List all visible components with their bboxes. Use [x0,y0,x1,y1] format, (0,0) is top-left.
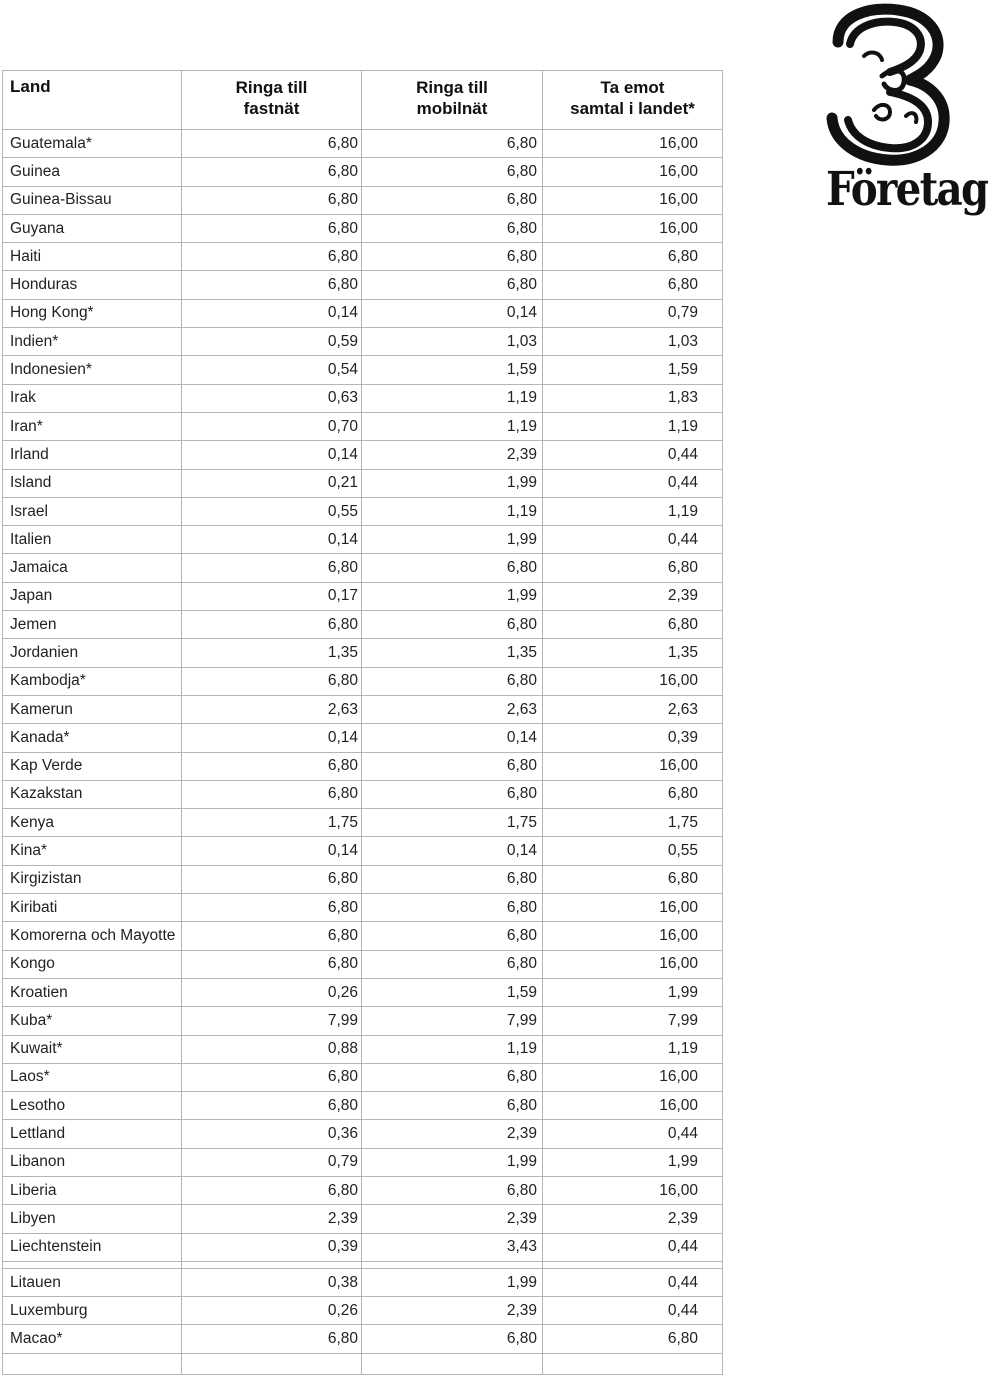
cell-mobilnat: 6,80 [362,922,543,950]
cell-mobilnat: 6,80 [362,243,543,271]
cell-land: Kina* [3,837,182,865]
cell-mobilnat: 1,03 [362,328,543,356]
cell-fastnat: 0,39 [182,1233,362,1261]
table-row [3,639,723,667]
cell-fastnat: 0,14 [182,441,362,469]
cell-ta_emot: 2,39 [543,1205,723,1233]
cell-land: Guinea-Bissau [3,186,182,214]
cell-land: Libanon [3,1148,182,1176]
cell-mobilnat: 1,99 [362,1268,543,1296]
cell-land: Hong Kong* [3,299,182,327]
cell-mobilnat: 6,80 [362,271,543,299]
cell-fastnat: 0,79 [182,1148,362,1176]
cell-mobilnat: 6,80 [362,780,543,808]
cell-ta_emot: 0,44 [543,469,723,497]
table-row [3,186,723,214]
cell-fastnat: 0,70 [182,412,362,440]
cell-mobilnat: 2,39 [362,1297,543,1325]
cell-land: Irak [3,384,182,412]
table-row [3,695,723,723]
cell-ta_emot: 16,00 [543,894,723,922]
cell-ta_emot: 0,44 [543,526,723,554]
cell-land: Kanada* [3,724,182,752]
cell-fastnat: 0,88 [182,1035,362,1063]
header-ta-emot-samtal [543,71,723,130]
cell-fastnat: 6,80 [182,214,362,242]
cell-ta_emot: 1,75 [543,809,723,837]
filler-cell [3,1353,182,1374]
header-land: Land [3,71,182,130]
cell-mobilnat: 1,99 [362,1148,543,1176]
cell-fastnat: 6,80 [182,894,362,922]
cell-land: Haiti [3,243,182,271]
cell-ta_emot: 16,00 [543,922,723,950]
cell-mobilnat: 1,75 [362,809,543,837]
cell-mobilnat: 6,80 [362,752,543,780]
cell-ta_emot: 1,35 [543,639,723,667]
cell-mobilnat: 6,80 [362,1176,543,1204]
cell-fastnat: 0,38 [182,1268,362,1296]
cell-mobilnat: 6,80 [362,214,543,242]
cell-land: Honduras [3,271,182,299]
table-row [3,412,723,440]
cell-land: Kuba* [3,1007,182,1035]
cell-land: Laos* [3,1063,182,1091]
filler-cell [543,1353,723,1374]
cell-mobilnat: 2,39 [362,1120,543,1148]
table-row [3,526,723,554]
table-row [3,271,723,299]
cell-ta_emot: 6,80 [543,780,723,808]
cell-ta_emot: 16,00 [543,158,723,186]
cell-ta_emot: 6,80 [543,554,723,582]
cell-mobilnat: 6,80 [362,894,543,922]
cell-mobilnat: 1,99 [362,469,543,497]
cell-fastnat: 6,80 [182,1063,362,1091]
cell-fastnat: 0,36 [182,1120,362,1148]
table-row [3,922,723,950]
spacer-cell [182,1261,362,1268]
cell-ta_emot: 0,44 [543,1120,723,1148]
cell-mobilnat: 1,99 [362,582,543,610]
table-row [3,1063,723,1091]
cell-mobilnat: 1,59 [362,356,543,384]
table-row [3,894,723,922]
cell-ta_emot: 1,19 [543,412,723,440]
cell-fastnat: 0,63 [182,384,362,412]
cell-mobilnat: 1,19 [362,412,543,440]
cell-land: Liechtenstein [3,1233,182,1261]
header-ringa-till-fastnat [182,71,362,130]
table-row [3,1297,723,1325]
cell-ta_emot: 2,39 [543,582,723,610]
cell-ta_emot: 0,44 [543,1297,723,1325]
cell-mobilnat: 6,80 [362,186,543,214]
cell-ta_emot: 16,00 [543,1176,723,1204]
cell-land: Jamaica [3,554,182,582]
table-row [3,554,723,582]
cell-land: Kroatien [3,978,182,1006]
cell-fastnat: 0,21 [182,469,362,497]
cell-mobilnat: 0,14 [362,837,543,865]
three-logo [820,4,988,224]
cell-mobilnat: 6,80 [362,1092,543,1120]
cell-fastnat: 6,80 [182,158,362,186]
table-row [3,158,723,186]
cell-fastnat: 0,26 [182,1297,362,1325]
cell-land: Komorerna och Mayotte [3,922,182,950]
cell-land: Kuwait* [3,1035,182,1063]
table-row [3,667,723,695]
filler-cell [182,1353,362,1374]
cell-mobilnat: 6,80 [362,667,543,695]
cell-ta_emot: 0,39 [543,724,723,752]
cell-mobilnat: 6,80 [362,1063,543,1091]
cell-ta_emot: 0,44 [543,1268,723,1296]
cell-mobilnat: 2,39 [362,1205,543,1233]
spacer-cell [3,1261,182,1268]
cell-fastnat: 6,80 [182,611,362,639]
table-row [3,299,723,327]
cell-ta_emot: 1,99 [543,1148,723,1176]
cell-ta_emot: 16,00 [543,950,723,978]
table-row [3,582,723,610]
cell-ta_emot: 6,80 [543,271,723,299]
table-row [3,724,723,752]
cell-fastnat: 6,80 [182,186,362,214]
cell-fastnat: 6,80 [182,950,362,978]
cell-ta_emot: 1,19 [543,1035,723,1063]
cell-land: Luxemburg [3,1297,182,1325]
cell-fastnat: 0,55 [182,497,362,525]
cell-land: Guinea [3,158,182,186]
cell-ta_emot: 6,80 [543,1325,723,1353]
cell-mobilnat: 3,43 [362,1233,543,1261]
table-row [3,1148,723,1176]
cell-land: Kirgizistan [3,865,182,893]
brand-name: Företag [826,162,988,217]
cell-ta_emot: 16,00 [543,1092,723,1120]
table-row [3,469,723,497]
table-row [3,384,723,412]
cell-fastnat: 0,59 [182,328,362,356]
cell-mobilnat: 1,35 [362,639,543,667]
cell-land: Lesotho [3,1092,182,1120]
table-row-filler [3,1353,723,1374]
table-row [3,1092,723,1120]
cell-fastnat: 0,54 [182,356,362,384]
cell-fastnat: 0,14 [182,724,362,752]
cell-land: Kenya [3,809,182,837]
header-fastnat-line1: Ringa till [235,78,308,97]
table-row [3,1233,723,1261]
cell-ta_emot: 1,19 [543,497,723,525]
table-row [3,1007,723,1035]
table-row [3,328,723,356]
cell-ta_emot: 6,80 [543,611,723,639]
cell-land: Guatemala* [3,130,182,158]
cell-mobilnat: 1,19 [362,497,543,525]
cell-mobilnat: 6,80 [362,950,543,978]
cell-land: Guyana [3,214,182,242]
cell-ta_emot: 16,00 [543,667,723,695]
cell-mobilnat: 6,80 [362,1325,543,1353]
header-ta-emot-line1: Ta emot [600,78,665,97]
header-mobilnat-line2: mobilnät [416,99,488,118]
header-ta-emot-line2: samtal i landet* [570,99,695,118]
cell-fastnat: 0,14 [182,299,362,327]
cell-fastnat: 6,80 [182,865,362,893]
cell-land: Indien* [3,328,182,356]
cell-ta_emot: 1,99 [543,978,723,1006]
cell-land: Kamerun [3,695,182,723]
cell-land: Island [3,469,182,497]
cell-land: Jordanien [3,639,182,667]
cell-land: Litauen [3,1268,182,1296]
cell-fastnat: 2,39 [182,1205,362,1233]
cell-mobilnat: 0,14 [362,299,543,327]
table-row [3,809,723,837]
cell-fastnat: 6,80 [182,1176,362,1204]
cell-mobilnat: 1,19 [362,384,543,412]
table-row [3,1176,723,1204]
cell-mobilnat: 0,14 [362,724,543,752]
cell-land: Kazakstan [3,780,182,808]
cell-ta_emot: 16,00 [543,214,723,242]
cell-ta_emot: 16,00 [543,1063,723,1091]
cell-ta_emot: 16,00 [543,186,723,214]
table-row [3,130,723,158]
table-row [3,865,723,893]
cell-land: Lettland [3,1120,182,1148]
cell-land: Jemen [3,611,182,639]
cell-fastnat: 1,75 [182,809,362,837]
cell-land: Israel [3,497,182,525]
cell-fastnat: 6,80 [182,130,362,158]
cell-ta_emot: 7,99 [543,1007,723,1035]
cell-mobilnat: 1,19 [362,1035,543,1063]
cell-fastnat: 6,80 [182,752,362,780]
cell-land: Italien [3,526,182,554]
table-row [3,356,723,384]
cell-land: Kongo [3,950,182,978]
cell-ta_emot: 0,44 [543,1233,723,1261]
cell-ta_emot: 2,63 [543,695,723,723]
header-ringa-till-mobilnat [362,71,543,130]
cell-fastnat: 6,80 [182,1325,362,1353]
table-row [3,497,723,525]
cell-land: Kap Verde [3,752,182,780]
table-row [3,611,723,639]
table-row [3,950,723,978]
spacer-cell [362,1261,543,1268]
table-row-spacer [3,1261,723,1268]
cell-land: Liberia [3,1176,182,1204]
header-fastnat-line2: fastnät [243,99,300,118]
cell-mobilnat: 6,80 [362,611,543,639]
cell-ta_emot: 0,44 [543,441,723,469]
cell-ta_emot: 6,80 [543,243,723,271]
table-row [3,978,723,1006]
cell-ta_emot: 1,59 [543,356,723,384]
table-header-row [3,71,723,130]
rate-table [2,70,723,1375]
cell-ta_emot: 6,80 [543,865,723,893]
table-row [3,1205,723,1233]
cell-mobilnat: 2,63 [362,695,543,723]
cell-fastnat: 6,80 [182,1092,362,1120]
header-mobilnat-line1: Ringa till [416,78,488,97]
cell-fastnat: 6,80 [182,780,362,808]
cell-fastnat: 1,35 [182,639,362,667]
cell-fastnat: 6,80 [182,243,362,271]
table-row [3,1325,723,1353]
cell-land: Kambodja* [3,667,182,695]
cell-ta_emot: 0,55 [543,837,723,865]
table-row [3,441,723,469]
table-row [3,752,723,780]
cell-fastnat: 0,14 [182,526,362,554]
cell-ta_emot: 1,03 [543,328,723,356]
cell-land: Libyen [3,1205,182,1233]
table-row [3,1120,723,1148]
cell-fastnat: 0,26 [182,978,362,1006]
table-row [3,780,723,808]
cell-mobilnat: 1,99 [362,526,543,554]
cell-mobilnat: 2,39 [362,441,543,469]
cell-mobilnat: 6,80 [362,554,543,582]
filler-cell [362,1353,543,1374]
cell-ta_emot: 16,00 [543,130,723,158]
table-row [3,214,723,242]
cell-fastnat: 6,80 [182,667,362,695]
three-logo-icon [824,4,956,164]
cell-fastnat: 0,17 [182,582,362,610]
spacer-cell [543,1261,723,1268]
cell-ta_emot: 1,83 [543,384,723,412]
cell-land: Japan [3,582,182,610]
cell-land: Indonesien* [3,356,182,384]
cell-fastnat: 6,80 [182,554,362,582]
cell-mobilnat: 1,59 [362,978,543,1006]
cell-land: Irland [3,441,182,469]
table-body [3,130,723,1375]
cell-ta_emot: 0,79 [543,299,723,327]
cell-ta_emot: 16,00 [543,752,723,780]
table-row [3,1035,723,1063]
cell-mobilnat: 6,80 [362,130,543,158]
cell-fastnat: 2,63 [182,695,362,723]
cell-fastnat: 6,80 [182,271,362,299]
cell-fastnat: 7,99 [182,1007,362,1035]
cell-fastnat: 0,14 [182,837,362,865]
table-row [3,837,723,865]
table-row [3,243,723,271]
cell-mobilnat: 6,80 [362,158,543,186]
cell-mobilnat: 6,80 [362,865,543,893]
cell-mobilnat: 7,99 [362,1007,543,1035]
cell-land: Iran* [3,412,182,440]
cell-land: Kiribati [3,894,182,922]
cell-fastnat: 6,80 [182,922,362,950]
cell-land: Macao* [3,1325,182,1353]
table-row [3,1268,723,1296]
